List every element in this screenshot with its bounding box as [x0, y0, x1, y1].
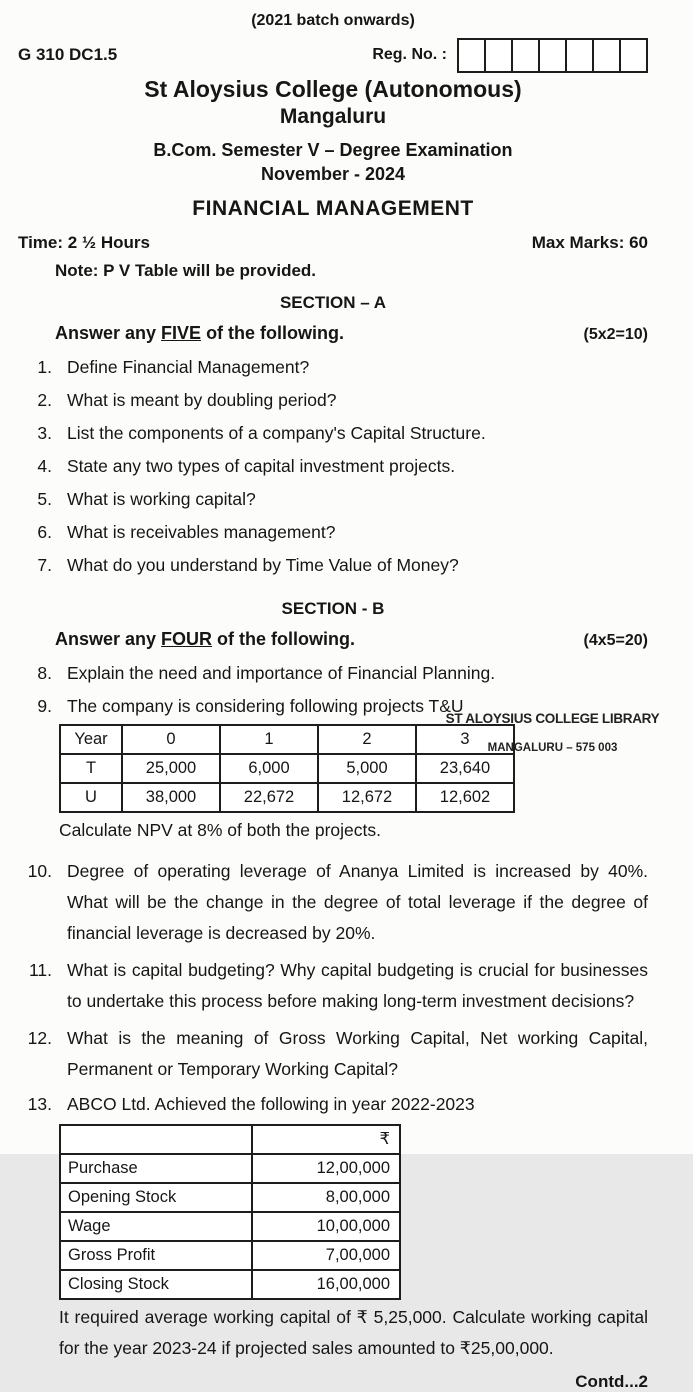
reg-no-cell	[513, 40, 540, 71]
question-text: Define Financial Management?	[67, 357, 310, 377]
section-b-instruction	[55, 629, 355, 650]
question-row	[18, 693, 660, 846]
table-header-cell: 0	[122, 725, 220, 754]
question-row	[18, 420, 648, 447]
section-b-questions	[18, 660, 660, 1364]
reg-no-label: Reg. No. :	[372, 46, 447, 63]
instruction-suffix: of the following.	[212, 629, 356, 649]
question-text: What is meant by doubling period?	[67, 390, 337, 410]
table-row	[60, 1241, 400, 1270]
batch-note: (2021 batch onwards)	[251, 12, 415, 29]
question-footer-text: It required average working capital of ₹ 5,25,000. Calculate working capital for the year 2023-24 if projected sales amounted to ₹25,00,000.	[59, 1307, 648, 1358]
section-b-marks: (4x5=20)	[583, 632, 648, 649]
question-row	[18, 856, 648, 949]
question-text: What is working capital?	[67, 489, 256, 509]
table-cell: Wage	[60, 1212, 252, 1241]
question-body	[59, 1091, 648, 1364]
question-row	[18, 660, 648, 687]
reg-no-cell	[486, 40, 513, 71]
provision-note: Note: P V Table will be provided.	[55, 261, 317, 280]
question-number: 8.	[37, 663, 52, 683]
time-allowed: Time: 2 ½ Hours	[18, 233, 150, 252]
reg-no-boxes	[457, 38, 648, 73]
table-cell: 7,00,000	[252, 1241, 400, 1270]
table-cell: 12,00,000	[252, 1154, 400, 1183]
table-cell: 22,672	[220, 783, 318, 812]
table-row	[60, 1154, 400, 1183]
section-a-title: SECTION – A	[279, 293, 387, 312]
table-cell: Opening Stock	[60, 1183, 252, 1212]
instruction-keyword: FOUR	[161, 629, 213, 649]
question-number: 3.	[37, 423, 52, 443]
table-header-cell: 3	[416, 725, 514, 754]
question-row	[18, 486, 648, 513]
question-row	[18, 354, 648, 381]
reg-no-cell	[459, 40, 486, 71]
table-cell: 10,00,000	[252, 1212, 400, 1241]
header-reg-row	[18, 36, 648, 74]
section-a-questions	[18, 354, 648, 579]
table-header-cell: 1	[220, 725, 318, 754]
table-cell: 25,000	[122, 754, 220, 783]
question-number: 5.	[37, 489, 52, 509]
table-cell: 8,00,000	[252, 1183, 400, 1212]
table-cell: U	[60, 783, 122, 812]
table-cell: Purchase	[60, 1154, 252, 1183]
table-row	[60, 1212, 400, 1241]
question-row	[18, 1023, 648, 1085]
question-text: What is capital budgeting? Why capital budgeting is crucial for businesses to undertake this process before making long-term investment decisions?	[67, 960, 648, 1011]
table-cell: T	[60, 754, 122, 783]
question-row	[18, 519, 648, 546]
reg-no-cell	[567, 40, 594, 71]
instruction-keyword: FIVE	[161, 323, 202, 343]
table-row	[60, 783, 514, 812]
instruction-prefix: Answer any	[55, 629, 162, 649]
question-row	[18, 1091, 648, 1364]
question-number: 6.	[37, 522, 52, 542]
question-text: What is the meaning of Gross Working Capital, Net working Capital, Permanent or Temporary Working Capital?	[67, 1028, 648, 1079]
question-text: The company is considering following projects T&U	[67, 696, 464, 716]
question-number: 9.	[37, 696, 52, 716]
question-footer-text: Calculate NPV at 8% of both the projects.	[59, 820, 381, 840]
question-text: What do you understand by Time Value of Money?	[67, 555, 459, 575]
question-text: List the components of a company's Capital Structure.	[67, 423, 486, 443]
table-cell: 12,602	[416, 783, 514, 812]
college-city: Mangaluru	[279, 105, 387, 128]
table-cell: 16,00,000	[252, 1270, 400, 1299]
library-stamp-line1: ST ALOYSIUS COLLEGE LIBRARY	[445, 711, 660, 726]
question-number: 4.	[37, 456, 52, 476]
time-marks-row	[18, 233, 648, 253]
contd-label: Contd...2	[575, 1372, 648, 1391]
table-row	[60, 1270, 400, 1299]
exam-session: November - 2024	[260, 164, 406, 184]
table-row	[60, 1183, 400, 1212]
question-number: 10.	[27, 861, 52, 881]
reg-no-group	[372, 38, 648, 73]
question-number: 13.	[27, 1094, 52, 1114]
reg-no-cell	[621, 40, 646, 71]
question-number: 7.	[37, 555, 52, 575]
question-number: 12.	[27, 1028, 52, 1048]
library-stamp-line2: MANGALURU – 575 003	[487, 742, 618, 754]
question-text: What is receivables management?	[67, 522, 336, 542]
question-text: Degree of operating leverage of Ananya Limited is increased by 40%. What will be the change in the degree of total leverage if the degree of financial leverage is decreased by 20%.	[67, 861, 648, 943]
library-stamp	[445, 705, 660, 762]
reg-no-cell	[594, 40, 621, 71]
question-row	[18, 453, 648, 480]
section-a-marks: (5x2=10)	[583, 326, 648, 343]
instruction-suffix: of the following.	[201, 323, 345, 343]
question-number: 11.	[28, 960, 52, 980]
question-text: Explain the need and importance of Financial Planning.	[67, 663, 496, 683]
section-b-instruction-row	[18, 629, 648, 650]
section-a-instruction	[55, 323, 344, 344]
table-row	[60, 1125, 400, 1154]
question-text: ABCO Ltd. Achieved the following in year 2022-2023	[67, 1094, 475, 1114]
question-number: 1.	[37, 357, 52, 377]
question-row	[18, 955, 648, 1017]
question-text: State any two types of capital investment projects.	[67, 456, 456, 476]
table-cell: Gross Profit	[60, 1241, 252, 1270]
paper-code: G 310 DC1.5	[18, 45, 118, 64]
exam-title: B.Com. Semester V – Degree Examination	[153, 140, 513, 160]
section-b-title: SECTION - B	[281, 599, 385, 618]
section-a-instruction-row	[18, 323, 648, 344]
table-header-cell: Year	[60, 725, 122, 754]
subject-title: FINANCIAL MANAGEMENT	[192, 197, 474, 220]
table-cell: 6,000	[220, 754, 318, 783]
question-body	[59, 693, 660, 846]
college-name: St Aloysius College (Autonomous)	[144, 76, 522, 102]
table-cell: 12,672	[318, 783, 416, 812]
table-header-cell: 2	[318, 725, 416, 754]
table-header-cell	[60, 1125, 252, 1154]
instruction-prefix: Answer any	[55, 323, 162, 343]
table-cell: 23,640	[416, 754, 514, 783]
question-row	[18, 552, 648, 579]
abco-table	[59, 1124, 401, 1300]
table-cell: 5,000	[318, 754, 416, 783]
question-row	[18, 387, 648, 414]
max-marks: Max Marks: 60	[531, 233, 648, 252]
table-cell: 38,000	[122, 783, 220, 812]
table-header-cell: ₹	[252, 1125, 400, 1154]
question-number: 2.	[37, 390, 52, 410]
reg-no-cell	[540, 40, 567, 71]
table-cell: Closing Stock	[60, 1270, 252, 1299]
